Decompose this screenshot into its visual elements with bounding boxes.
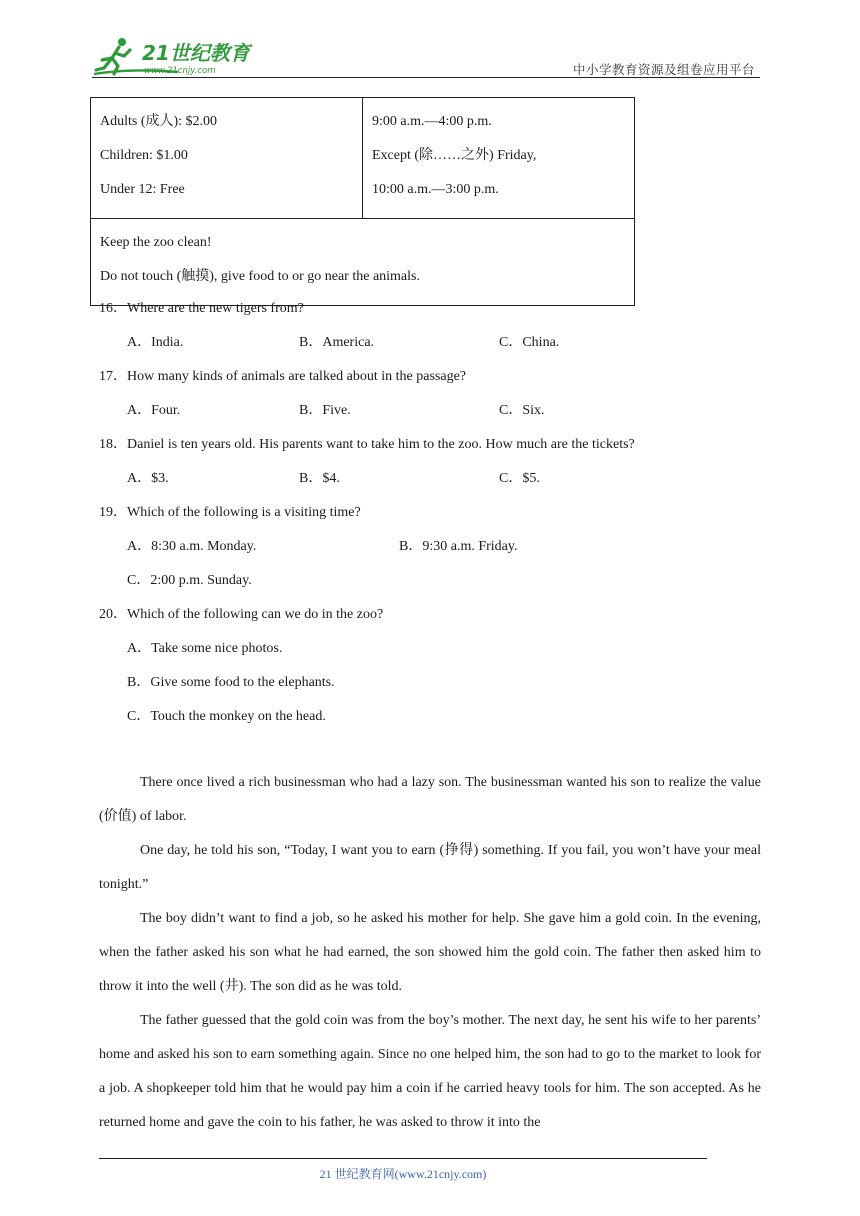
- option-row: [99, 636, 761, 670]
- option-c: C．$5.: [499, 471, 540, 486]
- option-b: B．America.: [299, 335, 375, 350]
- price-children: Children: $1.00: [100, 148, 188, 163]
- question-stem: 17．How many kinds of animals are talked about in the passage?: [99, 369, 467, 384]
- question-stem: 18．Daniel is ten years old. His parents want to take him to the zoo. How much are the tickets?: [99, 437, 635, 452]
- question-stem: 16．Where are the new tigers from?: [99, 301, 304, 316]
- option-a: A．$3.: [127, 471, 169, 486]
- site-logo: [92, 34, 262, 78]
- option-c: C．China.: [499, 335, 560, 350]
- option-a: A．Take some nice photos.: [127, 641, 283, 656]
- option-row: [99, 704, 761, 738]
- price-under-12: Under 12: Free: [100, 182, 185, 197]
- option-a: A．India.: [127, 335, 184, 350]
- hours-friday: 10:00 a.m.—3:00 p.m.: [372, 182, 499, 197]
- option-b: B．Five.: [299, 403, 351, 418]
- rule-animals: Do not touch (触摸), give food to or go near the animals.: [100, 269, 420, 284]
- option-a: A．Four.: [127, 403, 181, 418]
- passage-paragraph: One day, he told his son, “Today, I want you to earn (挣得) something. If you fail, you won’t have your meal tonight.”: [99, 843, 761, 892]
- option-c: C．Touch the monkey on the head.: [127, 709, 326, 724]
- passage-paragraph: There once lived a rich businessman who had a lazy son. The businessman wanted his son to realize the value (价值) of labor.: [99, 775, 761, 824]
- option-b: B．9:30 a.m. Friday.: [399, 539, 518, 554]
- passage-paragraph: The father guessed that the gold coin was from the boy’s mother. The next day, he sent his wife to her parents’ home and asked his son to earn something again. Since no one helped him, the son had to go to the market to look for a job. A shopkeeper told him that he would pay him a coin if he carried heavy tools for him. The son accepted. As he returned home and gave the coin to his father, he was asked to throw it into the: [99, 1013, 761, 1130]
- footer-site-link[interactable]: 21 世纪教育网(www.21cnjy.com): [319, 1167, 487, 1181]
- option-c: C．2:00 p.m. Sunday.: [127, 573, 252, 588]
- logo-url: www.21cnjy.com: [144, 66, 216, 76]
- footer-divider: [99, 1158, 707, 1159]
- option-a: A．8:30 a.m. Monday.: [127, 539, 257, 554]
- option-row: [99, 466, 761, 500]
- hours-regular: 9:00 a.m.—4:00 p.m.: [372, 114, 492, 129]
- logo-text: 21世纪教育: [142, 41, 250, 65]
- question-stem: 19．Which of the following is a visiting time?: [99, 505, 361, 520]
- header-divider: [92, 77, 760, 78]
- option-row: [99, 670, 761, 704]
- question-list: [99, 296, 761, 738]
- option-b: B．Give some food to the elephants.: [127, 675, 335, 690]
- price-adults: Adults (成人): $2.00: [100, 114, 218, 129]
- option-b: B．$4.: [299, 471, 340, 486]
- question-stem: 20．Which of the following can we do in the zoo?: [99, 607, 384, 622]
- rule-clean: Keep the zoo clean!: [100, 235, 212, 250]
- option-row: [99, 398, 761, 432]
- option-row: [99, 330, 761, 364]
- hours-exception: Except (除……之外) Friday,: [372, 148, 537, 163]
- option-row: [99, 534, 761, 568]
- page-header: [0, 0, 860, 80]
- option-row: [99, 568, 761, 602]
- opening-hours-cell: [363, 98, 635, 219]
- ticket-prices-cell: [91, 98, 363, 219]
- zoo-rules-cell: [91, 219, 635, 306]
- passage-paragraph: The boy didn’t want to find a job, so he asked his mother for help. She gave him a gold coin. In the evening, when the father asked his son what he had earned, the son showed him the gold coin. The father then asked him to throw it into the well (井). The son did as he was told.: [99, 911, 761, 994]
- option-c: C．Six.: [499, 403, 545, 418]
- site-tagline: 中小学教育资源及组卷应用平台: [572, 63, 755, 77]
- zoo-notice-table: [90, 97, 635, 306]
- reading-passage: [99, 766, 761, 1140]
